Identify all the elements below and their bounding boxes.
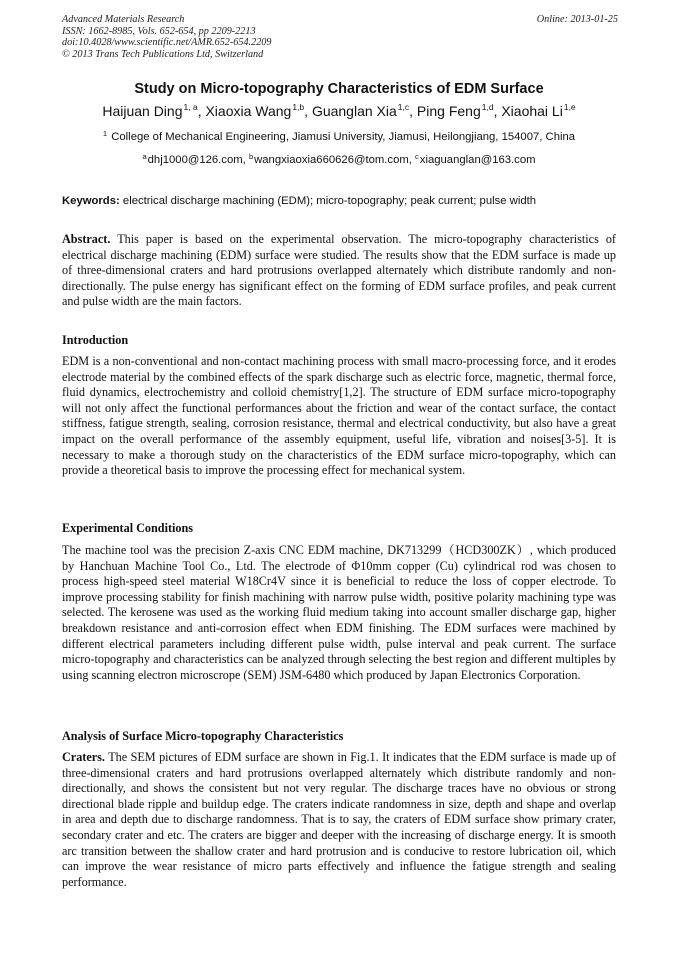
section-heading-analysis: Analysis of Surface Micro-topography Characteristics	[62, 729, 344, 743]
abstract	[62, 232, 616, 310]
experimental-paragraph: The machine tool was the precision Z-axis CNC EDM machine, DK713299（HCD300ZK）, which produced by Hanchuan Machine Tool Co., Ltd. The electrode of Φ10mm copper (Cu) cylindrical rod was chosen to process high-speed steel material W18Cr4V since it is beneficial to reduce the loss of copper electrode. To improve processing stability for finish machining with narrow pulse width, positive polarity machining type was selected. The kerosene was used as the working fluid medium taking into account smaller discharge gap, higher breakdown resistance and anti-corrosion effect when EDM finishing. The EDM surfaces were machined by different electrical parameters including different pulse width, pulse interval and peak current. The surface micro-topography and characteristics can be analyzed through selecting the best region and different multiples by using scanning electron microscrope (SEM) JSM-6480 which produced by Japan Electronics Corporation.	[62, 543, 616, 682]
email[interactable]: $^b$wangxiaoxia660626@tom.com	[248, 152, 409, 166]
introduction-paragraph: EDM is a non-conventional and non-contact machining process with small macro-processing force, and it erodes electrode material by the combined effects of the spark discharge such as electric force, magnetic, thermal force, fluid dynamics, electrochemistry and colloid chemistry[1,2]. The structure of EDM surface micro-topography will not only affect the functional performances about the friction and wear of the contact surface, the contact stiffness, fatigue strength, sealing, corrosion resistance, thermal and electrical conductivity, but also have a great impact on the overall performance of the assembly equipment, useful life, vibration and noises[3-5]. It is necessary to make a thorough study on the characteristics of the EDM surface micro-topography, which can provide a theoretical basis to improve the processing effect for mechanical system.	[62, 354, 616, 478]
section-heading-introduction: Introduction	[62, 333, 129, 347]
email[interactable]: $^c$xiaguanglan@163.com	[415, 152, 536, 166]
author: Guanglan Xia$^{1,c}$,	[311, 102, 417, 119]
author: Xiaohai Li$^{1,e}$	[501, 102, 576, 119]
paper-title: Study on Micro-topography Characteristics of EDM Surface	[134, 81, 544, 97]
author-list	[0, 102, 678, 119]
abstract-text: This paper is based on the experimental observation. The micro-topography characteristics of electrical discharge machining (EDM) surface were studied. The results show that the EDM surface is made up of three-dimensional craters and hard protrusions overlapped alternately which distribute randomly and non-directionally. The pulse energy has significant effect on the forming of EDM surface profiles, and peak current and pulse width are the main factors.	[62, 232, 616, 309]
craters-text: The SEM pictures of EDM surface are shown in Fig.1. It indicates that the EDM surface is made up of three-dimensional craters and hard protrusions overlapped alternately which distribute randomly and non-directionally, and shows the consistent but not very regular. The discharge traces have no obvious or strong directional blade ripple and buildup edge. The craters indicate randomness in size, depth and shape and overlap in area and depth due to discharge randomness. That is to say, the craters of EDM surface show primary crater, secondary crater and etc. The craters are bigger and deeper with the increasing of discharge energy. It is smooth arc transition between the shallow crater and hard protrusion and is conducive to restore lubrication oil, which can improve the wear resistance of micro parts effectively and influence the fatigue strength and sealing performance.	[62, 750, 617, 889]
affiliation-marker: 1	[102, 129, 108, 138]
doi-line[interactable]: doi:10.4028/www.scientific.net/AMR.652-654.2209	[62, 37, 272, 49]
abstract-label: Abstract.	[62, 232, 111, 246]
online-date: Online: 2013-01-25	[536, 14, 618, 25]
copyright-line: © 2013 Trans Tech Publications Ltd, Switzerland	[62, 48, 264, 60]
author: Haijuan Ding$^{1, a}$,	[102, 102, 206, 119]
keywords-label: Keywords:	[62, 195, 120, 207]
section-heading-experimental: Experimental Conditions	[62, 521, 194, 535]
author: Ping Feng$^{1,d}$,	[416, 102, 502, 119]
email[interactable]: $^a$dhj1000@126.com	[142, 152, 243, 166]
affiliation-text: College of Mechanical Engineering, Jiamusi University, Jiamusi, Heilongjiang, 154007, China	[111, 131, 576, 143]
affiliation	[0, 129, 678, 143]
issn-line: ISSN: 1662-8985, Vols. 652-654, pp 2209-2213	[62, 25, 256, 37]
journal-name: Advanced Materials Research	[62, 14, 185, 25]
craters-paragraph	[62, 750, 616, 890]
keywords-text: electrical discharge machining (EDM); micro-topography; peak current; pulse width	[122, 195, 537, 207]
craters-label: Craters.	[62, 750, 105, 764]
journal-header	[62, 14, 618, 60]
author-emails: $^a$dhj1000@126.com, $^b$wangxiaoxia660626@tom.com, $^c$xiaguanglan@163.com	[142, 152, 536, 166]
author: Xiaoxia Wang$^{1,b}$,	[205, 102, 312, 119]
keywords	[62, 195, 618, 207]
